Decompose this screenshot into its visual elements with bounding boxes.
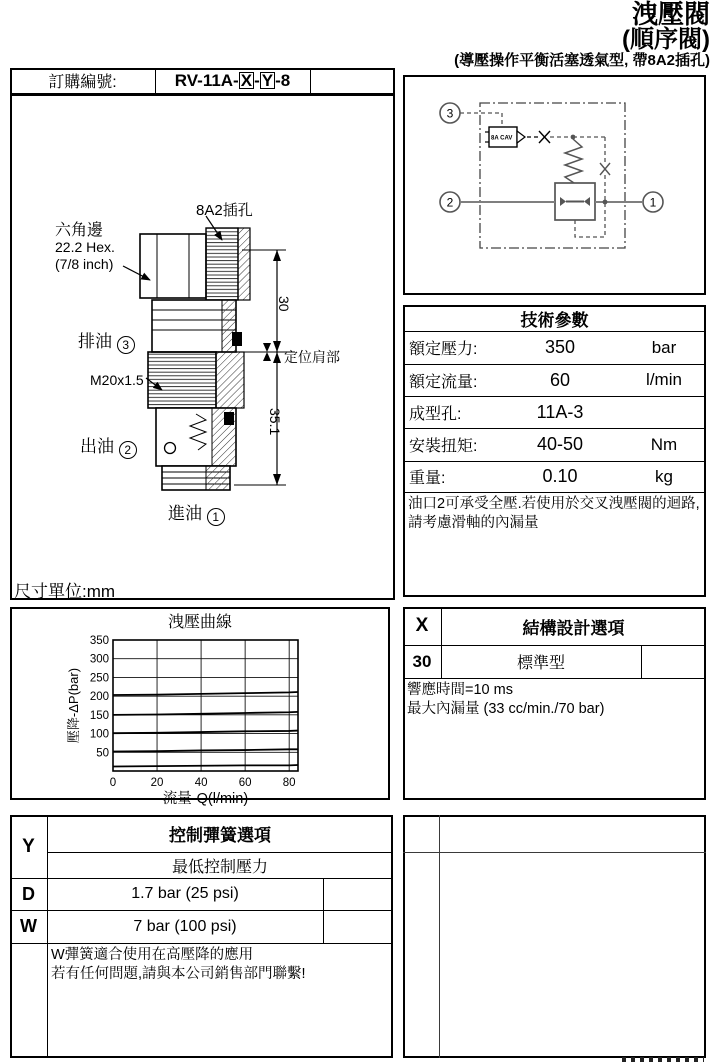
order-table-divider-2: [310, 68, 311, 95]
spring-note-line1: W彈簧適合使用在高壓降的應用: [51, 947, 254, 963]
tech-row-label: 安裝扭矩:: [409, 438, 478, 455]
shoulder-marker: [263, 343, 271, 352]
curve-setting-10bar: [113, 765, 298, 766]
svg-text:100: 100: [89, 728, 109, 741]
design-row-code: 30: [412, 651, 432, 671]
spring-line-4: [10, 943, 393, 944]
spring-code-header: Y: [22, 835, 35, 857]
tech-row-value: 11A-3: [536, 401, 584, 422]
tech-row-value: 0.10: [542, 466, 578, 486]
inlet-port-number: 1: [207, 508, 225, 526]
order-number-label: 訂購編號:: [48, 74, 117, 91]
design-row-label: 標準型: [516, 655, 565, 672]
empty-table-header-line: [403, 852, 706, 853]
chart-title: 洩壓曲線: [167, 613, 232, 631]
dimension-35-1: 35.1: [267, 408, 283, 436]
tech-row-unit: Nm: [650, 434, 678, 454]
schematic-boundary: [480, 103, 625, 248]
spring-row-label: 1.7 bar (25 psi): [131, 885, 239, 902]
svg-text:150: 150: [89, 709, 109, 722]
design-line-2: [403, 678, 706, 679]
hex-label-line3: (7/8 inch): [55, 256, 114, 272]
spring-note: [51, 946, 381, 984]
tech-row-unit: kg: [655, 466, 673, 486]
order-code-y-option: Y: [261, 71, 274, 90]
empty-table-col-divider: [439, 815, 440, 1058]
spring-right-divider: [323, 878, 324, 943]
port-1-number: 1: [649, 195, 657, 210]
port-3-number: 3: [446, 106, 454, 121]
spring-row-label: 7 bar (100 psi): [133, 917, 237, 935]
design-code-header: X: [415, 615, 429, 636]
spring-header: 控制彈簧選項: [169, 826, 271, 845]
cavity-plug-label: 8A CAV: [491, 135, 513, 142]
tech-row-value: 40-50: [536, 434, 584, 454]
seal-lower: [224, 412, 234, 425]
tech-row-label: 重量:: [409, 470, 446, 487]
spring-row-code: D: [22, 883, 35, 904]
tech-row-label: 額定流量:: [409, 373, 478, 391]
hex-label-line1: 六角邊: [55, 222, 104, 239]
cross-hole: [165, 443, 176, 454]
curve-setting-200bar: [113, 692, 298, 695]
inlet-port-label: [168, 499, 225, 526]
thread-size-label: M20x1.5: [90, 372, 144, 388]
spring-symbol: [565, 139, 582, 183]
title-subtitle: (導壓操作平衡活塞透氣型, 帶8A2插孔): [454, 52, 710, 69]
svg-text:0: 0: [109, 777, 117, 789]
tech-row-unit: l/min: [646, 370, 682, 389]
svg-text:20: 20: [150, 777, 164, 789]
design-note-line2: 最大內漏量 (33 cc/min./70 bar): [407, 701, 605, 717]
relief-curve-chart: [10, 607, 390, 807]
title-line2: (順序閥): [622, 26, 710, 53]
port-2-number: 2: [446, 195, 454, 210]
drain-port-number: 3: [117, 336, 135, 354]
spring-subheader: 最低控制壓力: [171, 858, 268, 876]
curve-setting-100bar: [113, 731, 298, 734]
tech-row-unit: bar: [651, 337, 677, 357]
design-header: 結構設計選項: [522, 618, 625, 638]
order-number-value: [157, 68, 308, 93]
dimension-30: 30: [276, 296, 292, 312]
tech-note: [408, 495, 704, 533]
tech-line-6: [403, 492, 706, 493]
svg-text:40: 40: [194, 777, 208, 789]
design-note-line1: 響應時間=10 ms: [407, 682, 513, 698]
tech-row-value: 350: [544, 337, 576, 357]
tech-note-line1: 油口2可承受全壓.若使用於交叉洩壓閥的迴路,: [408, 496, 700, 512]
tech-row-value: 60: [549, 369, 571, 390]
svg-text:300: 300: [89, 653, 109, 666]
outlet-port-number: 2: [119, 441, 137, 459]
order-table-divider-1: [155, 68, 156, 95]
svg-text:200: 200: [89, 691, 109, 704]
curve-setting-50bar: [113, 749, 298, 751]
seal-upper: [232, 332, 242, 346]
hex-label-line2: 22.2 Hex.: [55, 239, 115, 255]
design-right-divider: [641, 645, 642, 678]
tech-row-label: 額定壓力:: [409, 341, 478, 358]
tech-note-line2: 請考慮滑軸的內漏量: [408, 515, 539, 531]
hex-head: [140, 234, 206, 298]
tech-params-header: 技術參數: [520, 311, 589, 330]
hydraulic-schematic: [403, 75, 706, 295]
order-code-sep: -: [254, 70, 260, 90]
svg-text:60: 60: [238, 777, 252, 789]
outlet-port-text: 出油: [80, 437, 114, 456]
m20-thread-section: [148, 352, 216, 408]
tech-row-label: 成型孔:: [409, 405, 462, 423]
svg-text:80: 80: [282, 777, 296, 789]
cut-off-text: [622, 1057, 704, 1062]
tech-row-unit: [628, 396, 700, 428]
svg-text:250: 250: [89, 672, 109, 685]
svg-text:流量-Q(l/min): 流量-Q(l/min): [162, 791, 249, 807]
spring-note-line2: 若有任何問題,請與本公司銷售部門聯繫!: [51, 966, 306, 982]
vent-thread-stack: [206, 228, 238, 300]
svg-text:50: 50: [96, 747, 109, 760]
svg-text:壓降-ΔP(bar): 壓降-ΔP(bar): [66, 667, 81, 744]
drain-port-label: [78, 327, 135, 354]
hex-label: [55, 222, 115, 273]
design-note: [407, 681, 703, 719]
inlet-port-text: 進油: [168, 504, 202, 523]
cavity-label: 8A2插孔: [196, 202, 253, 219]
drain-port-text: 排油: [78, 332, 112, 351]
outlet-port-label: [80, 432, 137, 459]
units-note: 尺寸單位:mm: [14, 582, 116, 601]
order-code-prefix: RV-11A-: [174, 70, 239, 90]
title-line1: 洩壓閥: [631, 0, 710, 29]
order-code-suffix: -8: [275, 70, 291, 90]
svg-text:350: 350: [89, 635, 109, 647]
order-code-x-option: X: [240, 71, 253, 90]
shoulder-label: 定位肩部: [284, 349, 340, 365]
spring-row-code: W: [20, 916, 37, 936]
page-title: [454, 0, 710, 69]
